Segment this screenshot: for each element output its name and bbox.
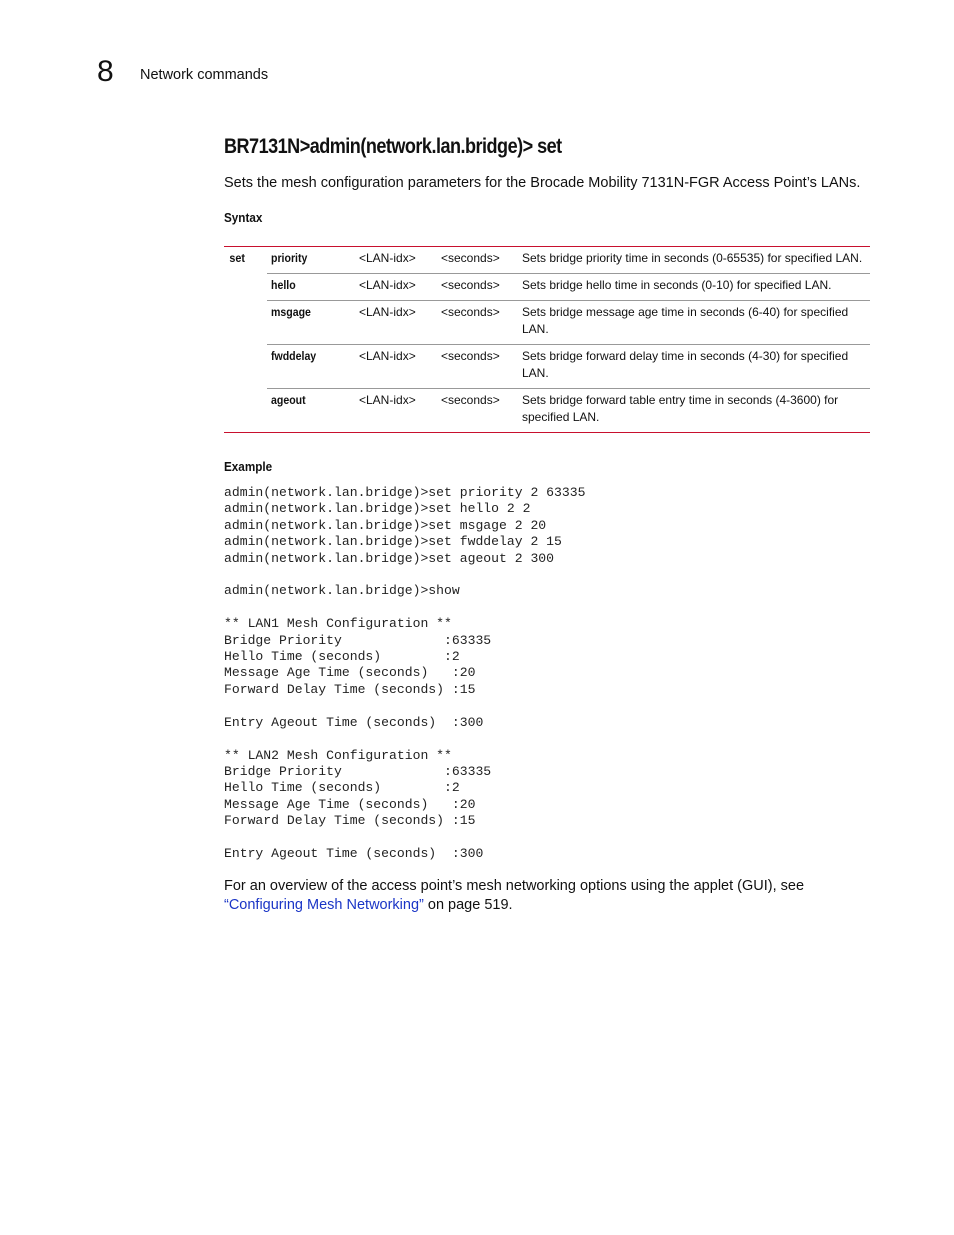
table-row bbox=[224, 389, 870, 433]
section-title: BR7131N>admin(network.lan.bridge)> set bbox=[224, 135, 562, 158]
syntax-arg-lan-idx: <LAN-idx> bbox=[355, 301, 437, 345]
example-label: Example bbox=[224, 459, 273, 474]
syntax-command bbox=[224, 274, 263, 301]
syntax-description: Sets bridge forward table entry time in seconds (4-3600) for specified LAN. bbox=[518, 389, 870, 433]
chapter-title: Network commands bbox=[140, 67, 269, 83]
syntax-description: Sets bridge hello time in seconds (0-10) for specified LAN. bbox=[518, 274, 870, 301]
example-code-block: admin(network.lan.bridge)>set priority 2 63335 admin(network.lan.bridge)>set hello 2 2 admin(network.lan.bridge)>set msgage 2 20 admin(network.lan.bridge)>set fwddelay 2 15 admin(network.lan.bridge)>set ageout 2 300 admin(network.lan.bridge)>show ** LAN1 Mesh Configuration ** Bridge Priority :63335 Hello Time (seconds) :2 Message Age Time (seconds) :20 Forward Delay Time (seconds) :15 Entry Ageout Time (seconds) :300 ** LAN2 Mesh Configuration ** Bridge Priority :63335 Hello Time (seconds) :2 Message Age Time (seconds) :20 Forward Delay Time (seconds) :15 Entry Ageout Time (seconds) :300 bbox=[224, 485, 586, 861]
see-also-page-ref: on page 519. bbox=[423, 897, 513, 913]
syntax-parameter: msgage bbox=[271, 305, 311, 319]
syntax-description: Sets bridge priority time in seconds (0-65535) for specified LAN. bbox=[522, 251, 863, 265]
syntax-command: set bbox=[229, 251, 246, 265]
syntax-description: Sets bridge forward delay time in seconds (4-30) for specified LAN. bbox=[518, 345, 870, 389]
syntax-arg-seconds: <seconds> bbox=[437, 389, 518, 433]
syntax-arg-lan-idx: <LAN-idx> bbox=[355, 389, 437, 433]
syntax-parameter: priority bbox=[271, 251, 308, 265]
syntax-arg-seconds: <seconds> bbox=[437, 301, 518, 345]
table-row bbox=[224, 301, 870, 345]
syntax-arg-seconds: <seconds> bbox=[437, 345, 518, 389]
chapter-number: 8 bbox=[97, 55, 114, 88]
syntax-command bbox=[224, 301, 263, 345]
syntax-parameter: ageout bbox=[271, 393, 306, 407]
syntax-command bbox=[224, 345, 263, 389]
syntax-arg-seconds: <seconds> bbox=[441, 251, 500, 265]
table-row bbox=[224, 274, 870, 301]
syntax-arg-seconds: <seconds> bbox=[437, 274, 518, 301]
table-row bbox=[224, 247, 870, 274]
syntax-label: Syntax bbox=[224, 210, 263, 225]
syntax-arg-lan-idx: <LAN-idx> bbox=[359, 251, 416, 265]
syntax-parameter: fwddelay bbox=[271, 349, 317, 363]
syntax-arg-lan-idx: <LAN-idx> bbox=[355, 274, 437, 301]
table-row bbox=[224, 345, 870, 389]
syntax-arg-lan-idx: <LAN-idx> bbox=[355, 345, 437, 389]
see-also-paragraph bbox=[224, 877, 864, 915]
configuring-mesh-networking-link[interactable]: “Configuring Mesh Networking” bbox=[224, 897, 424, 913]
syntax-command bbox=[224, 389, 263, 433]
syntax-table bbox=[224, 246, 870, 433]
syntax-description: Sets bridge message age time in seconds (6-40) for specified LAN. bbox=[518, 301, 870, 345]
section-description: Sets the mesh configuration parameters for the Brocade Mobility 7131N-FGR Access Point’s LANs. bbox=[224, 175, 861, 191]
see-also-text: For an overview of the access point’s mesh networking options using the applet (GUI), see bbox=[224, 878, 805, 894]
syntax-parameter: hello bbox=[271, 278, 296, 292]
